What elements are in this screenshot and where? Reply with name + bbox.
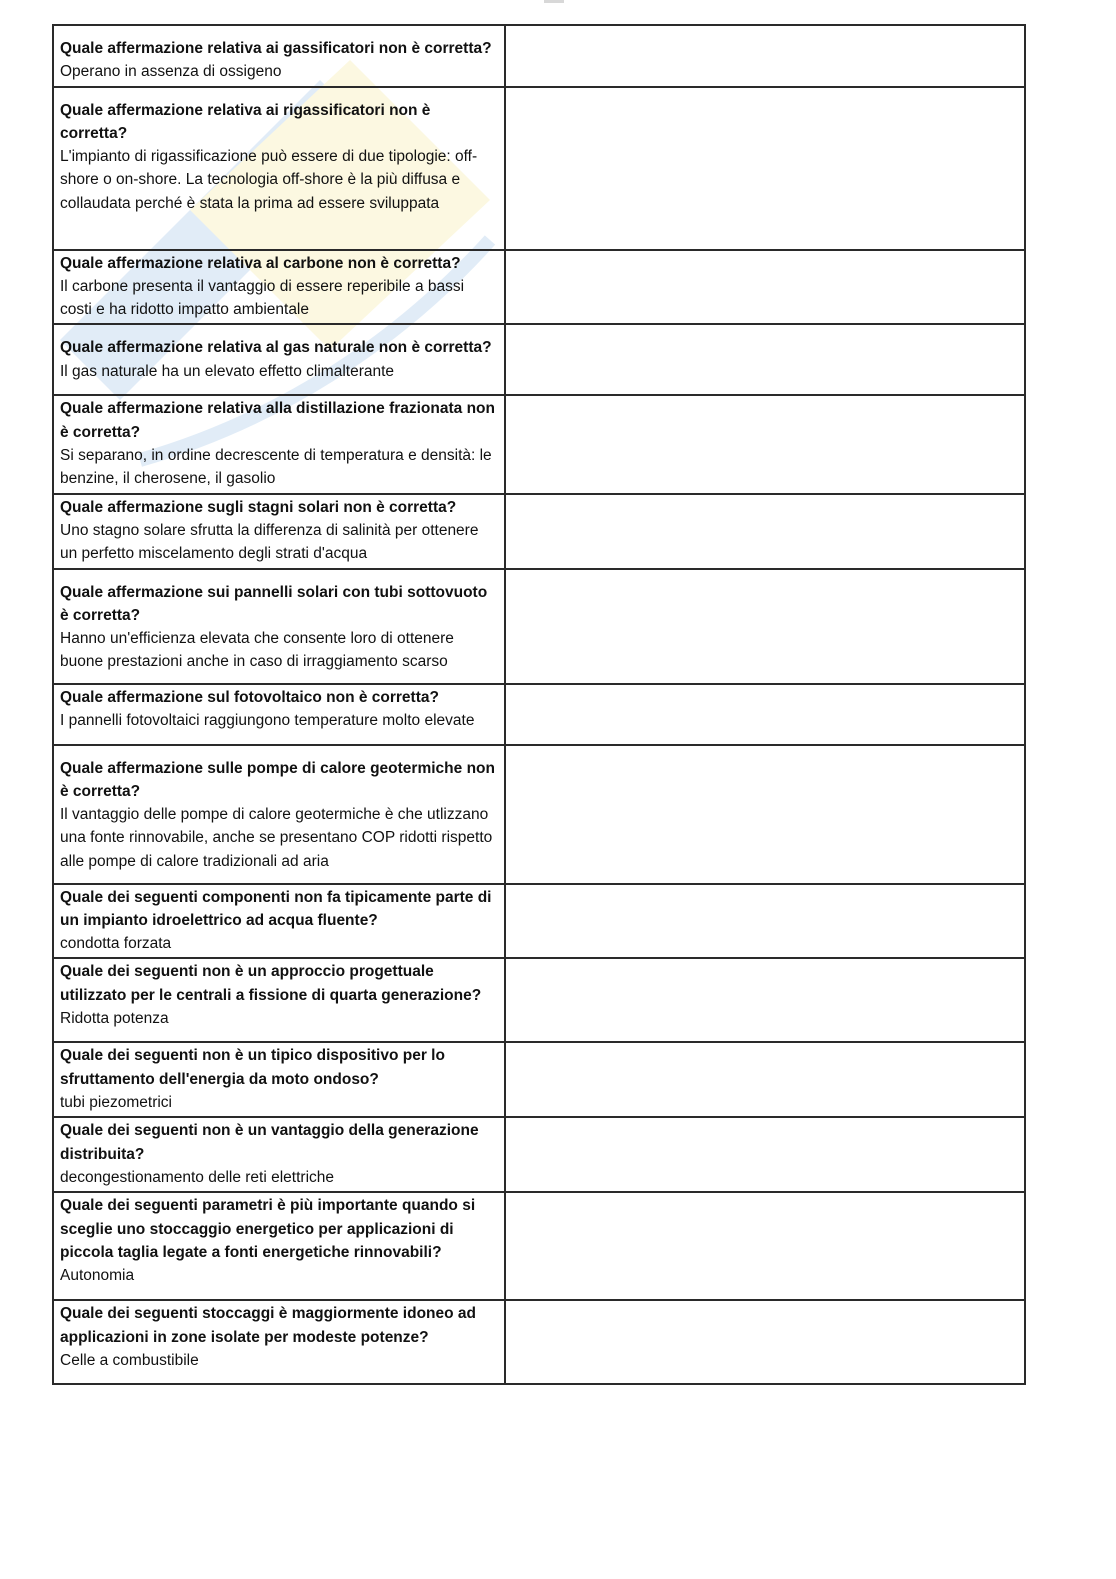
answer-text: Il carbone presenta il vantaggio di essere reperibile a bassi costi e ha ridotto impatto ambientale <box>60 277 465 319</box>
answer-text: Operano in assenza di ossigeno <box>60 63 282 81</box>
empty-cell <box>505 324 1025 395</box>
question-cell <box>53 324 505 395</box>
question-cell <box>53 1192 505 1300</box>
table-row <box>53 25 1025 87</box>
question-cell <box>53 494 505 569</box>
table-row <box>53 250 1025 325</box>
table-row <box>53 494 1025 569</box>
empty-cell <box>505 1192 1025 1300</box>
answer-text: Si separano, in ordine decrescente di temperatura e densità: le benzine, il cherosene, il gasolio <box>60 447 492 488</box>
empty-cell <box>505 494 1025 569</box>
question-cell <box>53 1117 505 1192</box>
empty-cell <box>505 1300 1025 1384</box>
empty-cell <box>505 569 1025 684</box>
table-row <box>53 684 1025 745</box>
answer-text: L'impianto di rigassificazione può essere di due tipologie: off-shore o on-shore. La tecnologia off-shore è la più diffusa e collaudata perché è stata la prima ad essere sviluppata <box>60 148 478 212</box>
answer-text: Celle a combustibile <box>60 1351 199 1369</box>
answer-text: Uno stagno solare sfrutta la differenza di salinità per ottenere un perfetto miscelamento degli strati d'acqua <box>60 521 479 563</box>
table-row <box>53 569 1025 684</box>
table-row <box>53 1300 1025 1384</box>
header-mark <box>544 0 564 3</box>
question-text: Quale affermazione relativa ai rigassificatori non è corretta? <box>60 101 431 142</box>
table-row <box>53 1117 1025 1192</box>
question-text: Quale affermazione sulle pompe di calore geotermiche non è corretta? <box>60 759 495 800</box>
question-cell <box>53 1300 505 1384</box>
question-cell <box>53 569 505 684</box>
table-row <box>53 1192 1025 1300</box>
question-cell <box>53 884 505 959</box>
answer-text: Hanno un'efficienza elevata che consente loro di ottenere buone prestazioni anche in caso di irraggiamento scarso <box>60 630 454 671</box>
empty-cell <box>505 745 1025 884</box>
question-text: Quale dei seguenti non è un tipico dispositivo per lo sfruttamento dell'energia da moto ondoso? <box>60 1047 445 1088</box>
table-row <box>53 324 1025 395</box>
empty-cell <box>505 1117 1025 1192</box>
table-row <box>53 745 1025 884</box>
empty-cell <box>505 87 1025 250</box>
empty-cell <box>505 250 1025 325</box>
question-cell <box>53 958 505 1042</box>
table-row <box>53 958 1025 1042</box>
answer-text: tubi piezometrici <box>60 1094 172 1112</box>
answer-text: I pannelli fotovoltaici raggiungono temperature molto elevate <box>60 711 475 729</box>
table-row <box>53 884 1025 959</box>
question-text: Quale dei seguenti parametri è più importante quando si sceglie uno stoccaggio energetico per applicazioni di piccola taglia legate a fonti energetiche rinnovabili? <box>60 1197 476 1261</box>
question-cell <box>53 684 505 745</box>
question-text: Quale affermazione relativa al carbone non è corretta? <box>60 254 461 272</box>
question-text: Quale dei seguenti componenti non fa tipicamente parte di un impianto idroelettrico ad acqua fluente? <box>60 888 492 929</box>
answer-text: Ridotta potenza <box>60 1010 169 1028</box>
question-cell <box>53 87 505 250</box>
question-cell <box>53 25 505 87</box>
question-cell <box>53 395 505 493</box>
question-cell <box>53 1042 505 1117</box>
question-text: Quale dei seguenti non è un approccio progettuale utilizzato per le centrali a fissione di quarta generazione? <box>60 963 482 1004</box>
answer-text: decongestionamento delle reti elettriche <box>60 1168 335 1186</box>
answer-text: Autonomia <box>60 1267 135 1285</box>
question-text: Quale affermazione relativa ai gassificatori non è corretta? <box>60 40 492 57</box>
empty-cell <box>505 884 1025 959</box>
question-text: Quale affermazione sul fotovoltaico non è corretta? <box>60 688 439 706</box>
empty-cell <box>505 958 1025 1042</box>
question-text: Quale dei seguenti stoccaggi è maggiormente idoneo ad applicazioni in zone isolate per modeste potenze? <box>60 1305 477 1346</box>
question-text: Quale affermazione sugli stagni solari non è corretta? <box>60 498 457 516</box>
empty-cell <box>505 25 1025 87</box>
question-text: Quale affermazione relativa alla distillazione frazionata non è corretta? <box>60 400 495 441</box>
table-row <box>53 1042 1025 1117</box>
empty-cell <box>505 1042 1025 1117</box>
table-row <box>53 87 1025 250</box>
table-row <box>53 395 1025 493</box>
question-text: Quale affermazione relativa al gas naturale non è corretta? <box>60 339 492 357</box>
qa-table <box>52 24 1026 1385</box>
question-cell <box>53 250 505 325</box>
question-cell <box>53 745 505 884</box>
empty-cell <box>505 395 1025 493</box>
question-text: Quale dei seguenti non è un vantaggio della generazione distribuita? <box>60 1122 479 1163</box>
answer-text: condotta forzata <box>60 935 172 953</box>
question-text: Quale affermazione sui pannelli solari con tubi sottovuoto è corretta? <box>60 583 488 624</box>
empty-cell <box>505 684 1025 745</box>
answer-text: Il vantaggio delle pompe di calore geotermiche è che utlizzano una fonte rinnovabile, anche se presentano COP ridotti rispetto alle pompe di calore tradizionali ad aria <box>60 806 493 870</box>
answer-text: Il gas naturale ha un elevato effetto climalterante <box>60 362 395 380</box>
